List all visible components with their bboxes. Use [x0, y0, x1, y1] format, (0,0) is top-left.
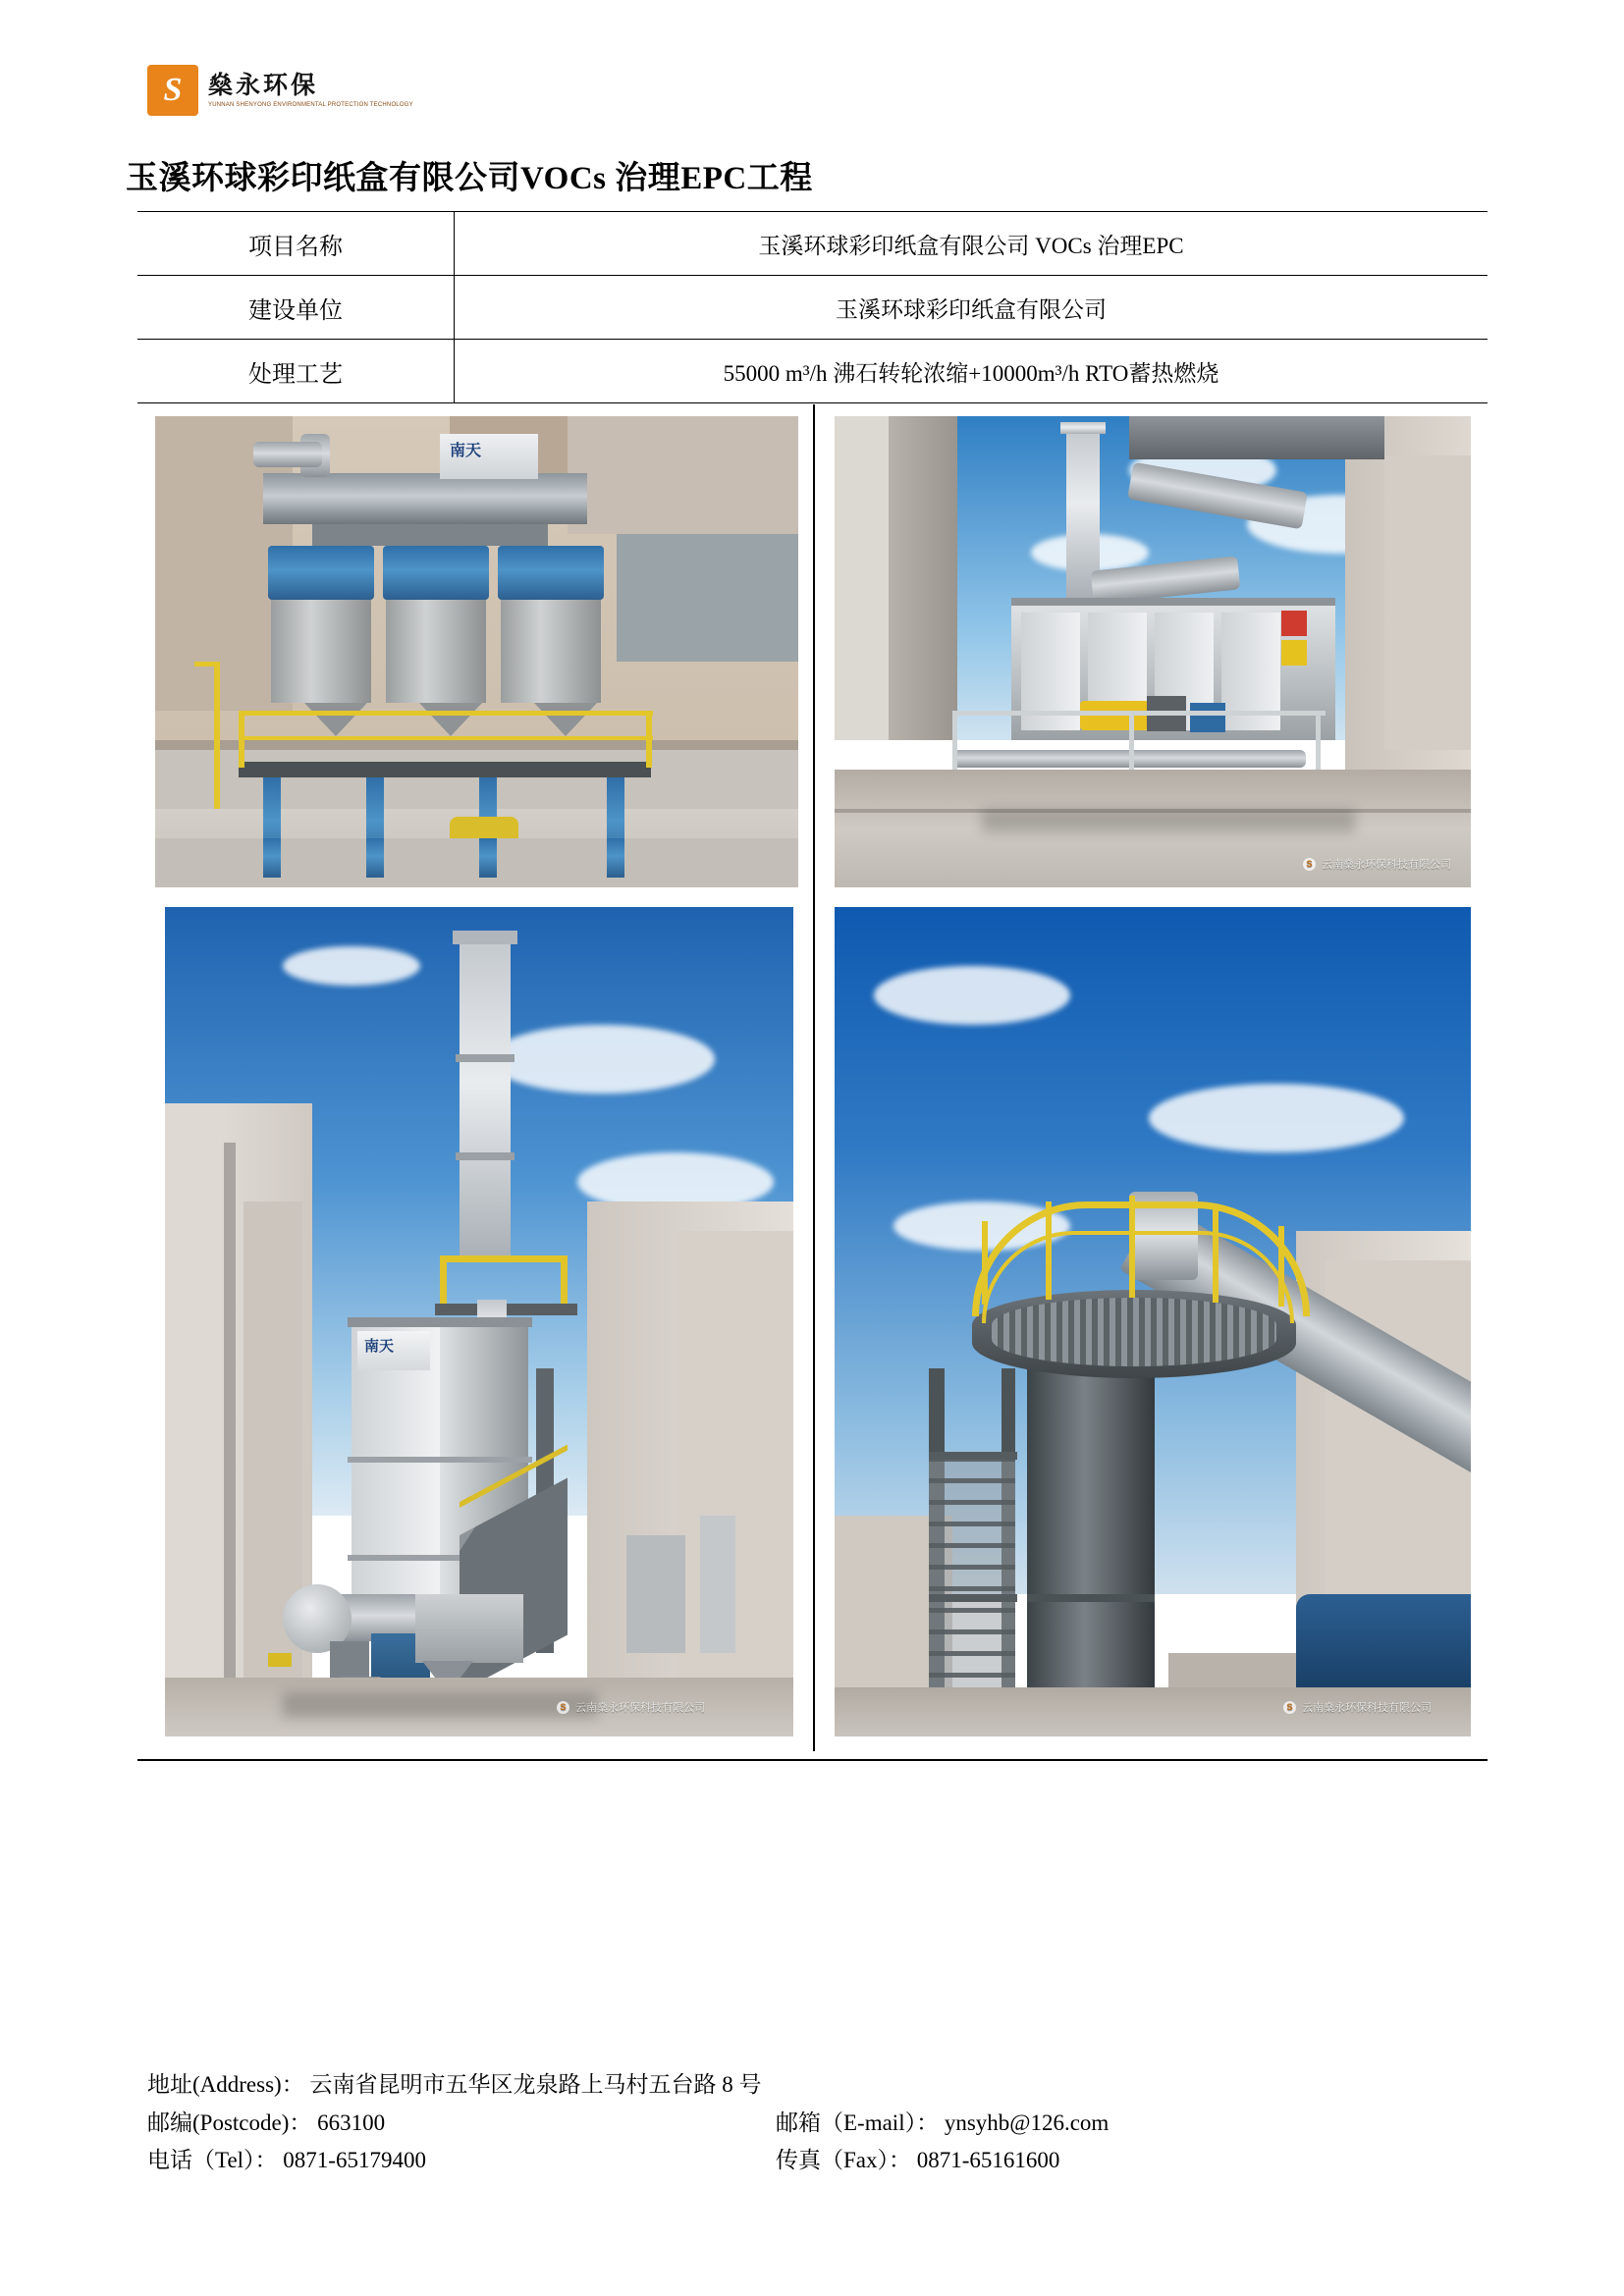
watermark-logo-icon: S: [1303, 858, 1316, 871]
row-label-process: 处理工艺: [137, 340, 455, 403]
watermark-text: 云南燊永环保科技有限公司: [1302, 1702, 1432, 1714]
photo-top-left: [155, 416, 798, 887]
footer-address-label: 地址(Address)：: [147, 2072, 304, 2097]
table-row: [137, 340, 1488, 403]
photo-bottom-right: [835, 907, 1471, 1736]
logo-text: [208, 73, 413, 107]
footer-tel-row: [147, 2142, 1502, 2178]
watermark-logo-icon: S: [1283, 1701, 1296, 1714]
page-title: 玉溪环球彩印纸盒有限公司VOCs 治理EPC工程: [126, 161, 813, 196]
footer-postcode-row: [147, 2105, 1502, 2141]
row-value-construction-unit: 玉溪环球彩印纸盒有限公司: [455, 276, 1489, 340]
photo-watermark: [1283, 1699, 1432, 1715]
footer-email-label: 邮箱（E-mail）：: [776, 2110, 940, 2136]
row-label-construction-unit: 建设单位: [137, 276, 455, 340]
grid-divider: [813, 404, 815, 1751]
footer: [147, 2066, 1502, 2178]
photo-watermark: [1303, 856, 1451, 872]
footer-address-line: [147, 2066, 1502, 2103]
logo-mark-icon: [147, 65, 198, 116]
equipment-label: 南天: [364, 1338, 395, 1355]
photo-image: [155, 416, 798, 887]
logo-company-name-cn: 燊永环保: [208, 72, 319, 100]
logo-letter: S: [163, 72, 183, 108]
row-value-process: 55000 m³/h 沸石转轮浓缩+10000m³/h RTO蓄热燃烧: [455, 340, 1489, 403]
watermark-text: 云南燊永环保科技有限公司: [575, 1702, 705, 1714]
footer-email-value[interactable]: ynsyhb@126.com: [944, 2110, 1110, 2136]
footer-tel-label: 电话（Tel）：: [147, 2147, 278, 2172]
watermark-logo-icon: S: [557, 1701, 569, 1714]
photo-bottom-left: [165, 907, 793, 1736]
photo-image: [165, 907, 793, 1736]
table-row: [137, 212, 1488, 276]
project-info-table: [137, 211, 1488, 403]
row-value-project-name: 玉溪环球彩印纸盒有限公司 VOCs 治理EPC: [455, 212, 1489, 276]
company-logo: [147, 61, 413, 120]
footer-tel: [147, 2142, 776, 2178]
footer-fax-label: 传真（Fax）：: [776, 2147, 911, 2172]
photo-watermark: [557, 1699, 705, 1715]
table-row: [137, 276, 1488, 340]
photo-image: [835, 907, 1471, 1736]
photo-top-right: [835, 416, 1471, 887]
footer-postcode: [147, 2105, 776, 2141]
footer-fax-value: 0871-65161600: [916, 2147, 1060, 2172]
footer-fax: [776, 2142, 1404, 2178]
footer-address-value: 云南省昆明市五华区龙泉路上马村五台路 8 号: [309, 2072, 762, 2097]
row-label-project-name: 项目名称: [137, 212, 455, 276]
footer-postcode-label: 邮编(Postcode)：: [147, 2110, 312, 2136]
footer-postcode-value: 663100: [317, 2110, 386, 2136]
logo-company-name-en: YUNNAN SHENYONG ENVIRONMENTAL PROTECTION TECHNOLOGY: [208, 101, 413, 108]
equipment-label: 南天: [450, 443, 482, 459]
footer-email: [776, 2105, 1404, 2141]
footer-tel-value: 0871-65179400: [283, 2147, 426, 2172]
watermark-text: 云南燊永环保科技有限公司: [1322, 859, 1451, 871]
photo-image: [835, 416, 1471, 887]
photo-grid: [137, 404, 1488, 1761]
